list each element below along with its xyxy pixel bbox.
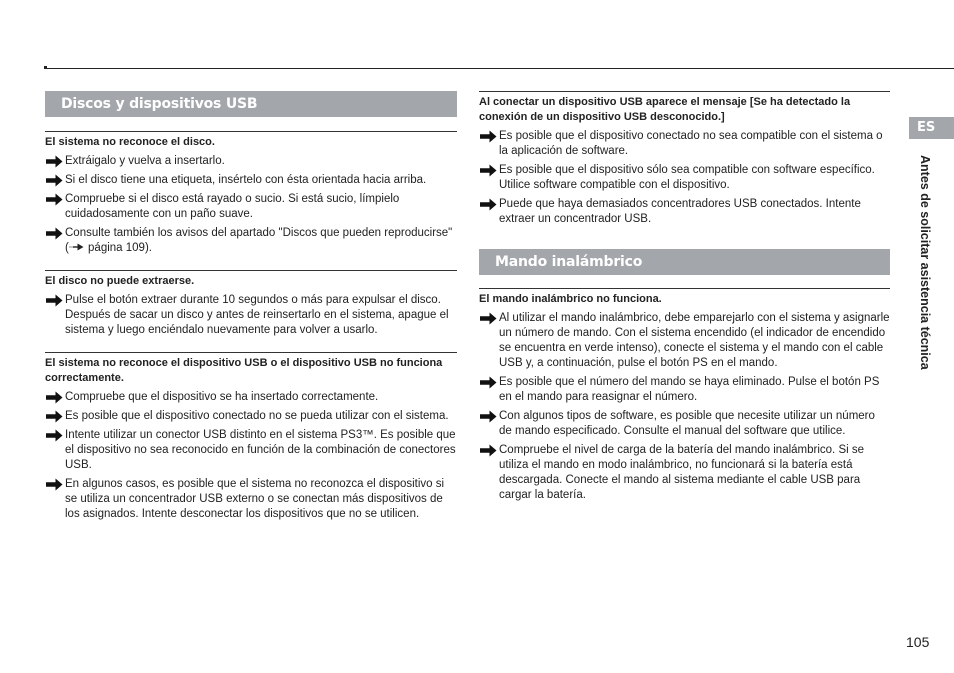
block-disc-not-recognized	[45, 131, 457, 256]
list-item: Es posible que el dispositivo sólo sea compatible con software específico. Utilice software compatible con el dispositivo.	[479, 163, 890, 193]
list-item: Si el disco tiene una etiqueta, insértelo con ésta orientada hacia arriba.	[45, 173, 457, 188]
block-title: El sistema no reconoce el disco.	[45, 136, 215, 148]
block-disc-not-eject	[45, 270, 457, 338]
block-title: El disco no puede extraerse.	[45, 275, 195, 287]
list-item: Compruebe el nivel de carga de la batería del mando inalámbrico. Si se utiliza el mando en modo inalámbrico, no funcionará si la batería está descargada. Conecte el mando al sistema mediante el cable USB para cargar la batería.	[479, 443, 890, 503]
list-item: Consulte también los avisos del apartado "Discos que pueden reproducirse" ( página 109).	[45, 226, 457, 256]
section-heading-discs: Discos y dispositivos USB	[45, 91, 457, 117]
arrow-icon	[479, 312, 497, 325]
list-item: Al utilizar el mando inalámbrico, debe emparejarlo con el sistema y asignarle un número de mando. Con el sistema encendido (el indicador de encendido se encuentra en verde intenso), conecte el sistema y el mando con el cable USB y, a continuación, pulse el botón PS en el mando.	[479, 311, 890, 371]
header-rule	[45, 68, 954, 69]
right-column	[479, 91, 890, 503]
list-item: En algunos casos, es posible que el sistema no reconozca el dispositivo si se utiliza un concentrador USB externo o se conectan más dispositivos de los asignados. Intente desconectar los dispositivos que no se utilicen.	[45, 477, 457, 522]
block-title: El mando inalámbrico no funciona.	[479, 293, 662, 305]
chapter-side-label: Antes de solicitar asistencia técnica	[918, 155, 932, 370]
arrow-icon	[45, 391, 63, 404]
arrow-icon	[479, 410, 497, 423]
left-column	[45, 91, 457, 522]
list-item: Extráigalo y vuelva a insertarlo.	[45, 154, 457, 169]
list-item: Es posible que el dispositivo conectado no se pueda utilizar con el sistema.	[45, 409, 457, 424]
list-item: Es posible que el dispositivo conectado no sea compatible con el sistema o la aplicación de software.	[479, 129, 890, 159]
arrow-icon	[45, 294, 63, 307]
arrow-icon	[45, 193, 63, 206]
arrow-icon	[479, 376, 497, 389]
arrow-icon	[45, 429, 63, 442]
list-item: Es posible que el número del mando se haya eliminado. Pulse el botón PS en el mando para reasignar el número.	[479, 375, 890, 405]
list-item: Compruebe si el disco está rayado o sucio. Si está sucio, límpielo cuidadosamente con un paño suave.	[45, 192, 457, 222]
section-heading-controller: Mando inalámbrico	[479, 249, 890, 275]
block-title: El sistema no reconoce el dispositivo USB o el dispositivo USB no funciona correctamente.	[45, 357, 443, 384]
block-usb-unknown-message	[479, 91, 890, 227]
page-number: 105	[906, 634, 930, 650]
arrow-icon	[45, 227, 63, 240]
block-title: Al conectar un dispositivo USB aparece el mensaje [Se ha detectado la conexión de un dispositivo USB desconocido.]	[479, 96, 851, 123]
list-item: Pulse el botón extraer durante 10 segundos o más para expulsar el disco. Después de sacar un disco y antes de reinsertarlo en el sistema, apague el sistema y luego enciéndalo nuevamente para volver a usarlo.	[45, 293, 457, 338]
language-tab: ES	[909, 117, 954, 139]
arrow-icon	[45, 174, 63, 187]
arrow-icon	[45, 478, 63, 491]
arrow-icon	[479, 130, 497, 143]
page-reference-icon	[69, 242, 85, 252]
arrow-icon	[45, 410, 63, 423]
arrow-icon	[479, 444, 497, 457]
arrow-icon	[45, 155, 63, 168]
list-item: Con algunos tipos de software, es posible que necesite utilizar un número de mando especificado. Consulte el manual del software que utilice.	[479, 409, 890, 439]
list-item: Compruebe que el dispositivo se ha insertado correctamente.	[45, 390, 457, 405]
block-controller-not-working	[479, 288, 890, 503]
block-usb-not-recognized	[45, 352, 457, 522]
arrow-icon	[479, 164, 497, 177]
arrow-icon	[479, 198, 497, 211]
list-item: Intente utilizar un conector USB distinto en el sistema PS3™. Es posible que el dispositivo no sea reconocido en función de la combinación de conectores USB.	[45, 428, 457, 473]
list-item: Puede que haya demasiados concentradores USB conectados. Intente extraer un concentrador USB.	[479, 197, 890, 227]
